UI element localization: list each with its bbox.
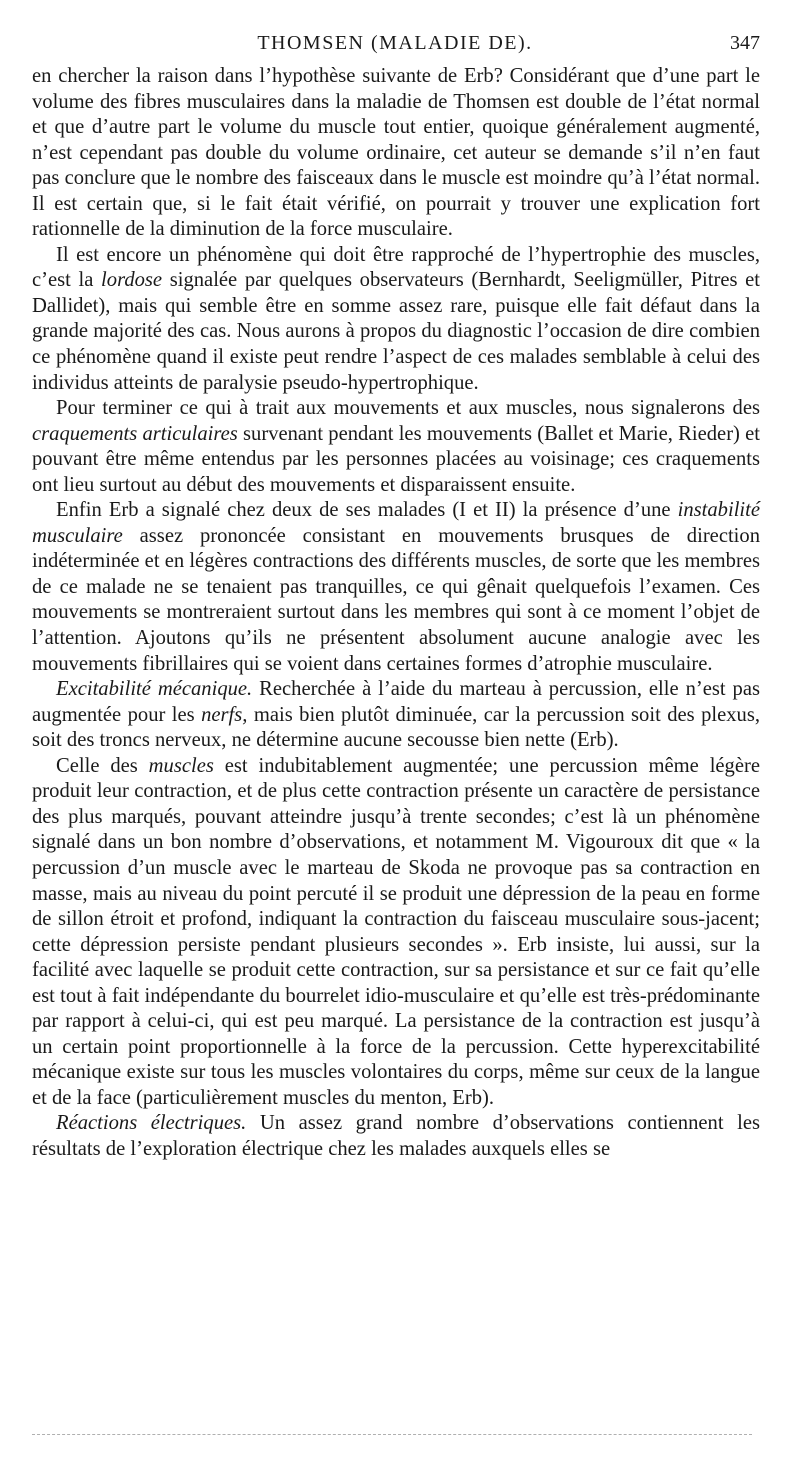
text-run: Il est encore un phénomène qui doit être rapproché de l’hypertrophie des muscles, c’est la bbox=[32, 243, 760, 292]
page-header bbox=[30, 30, 760, 58]
paragraph bbox=[32, 396, 760, 498]
paragraph bbox=[32, 754, 760, 1112]
text-run: survenant pendant les mouvements (Ballet et Marie, Rieder) et pouvant être même entendus par les personnes placées au voisinage; ces craquements ont lieu surtout au début des mouvements et disparaissent ensuite. bbox=[32, 422, 760, 496]
italic-run: lordose bbox=[101, 269, 163, 292]
italic-run: nerfs, bbox=[201, 703, 248, 726]
text-run: Enfin Erb a signalé chez deux de ses malades (I et II) la présence d’une bbox=[56, 499, 678, 522]
text-run: Un assez grand nombre d’observations contiennent les résultats de l’exploration électrique chez les malades auxquels elles se bbox=[32, 1112, 760, 1160]
text-run: est indubitablement augmentée; une percussion même légère produit leur contraction, et de plus cette contraction présente un caractère de persistance des plus marqués, pouvant atteindre jusqu’à trente secondes; c’est là un phénomène signalé dans un bon nombre d’observations, et notamment M. Vigouroux dit que « la percussion d’un muscle avec le marteau de Skoda ne provoque pas sa contraction en masse, mais au niveau du point percuté il se produit une dépression de la peau en forme de sillon étroit et profond, indiquant la contraction du faisceau musculaire sous-jacent; cette dépression persiste pendant plusieurs secondes ». Erb insiste, lui aussi, sur la facilité avec laquelle se produit cette contraction, sur sa persistance et sur ce fait qu’elle est tout à fait indépendante du bourrelet idio-musculaire et qu’elle est très-prédominante par rapport à celui-ci, qui est peu marqué. La persistance de la contraction est jusqu’à un certain point proportionnelle à la force de la percussion. Cette hyperexcitabilité mécanique existe sur tous les muscles volontaires du corps, même sur ceux de la langue et de la face (particulièrement muscles du menton, Erb). bbox=[32, 754, 760, 1109]
italic-run: Réactions électriques. bbox=[56, 1112, 247, 1135]
text-run: Pour terminer ce qui à trait aux mouvements et aux muscles, nous signalerons des bbox=[56, 397, 760, 420]
text-run: Celle des bbox=[56, 754, 149, 777]
paragraph bbox=[32, 243, 760, 396]
text-run: en chercher la raison dans l’hypothèse suivante de Erb? Considérant que d’une part le volume des fibres musculaires dans la maladie de Thomsen est double de l’état normal et que d’autre part le volume du muscle tout entier, quoique généralement augmenté, n’est cependant pas double du volume ordinaire, cet auteur se demande s’il n’en faut pas conclure que le nombre des faisceaux dans le muscle est moindre qu’à l’état normal. Il est certain que, si le fait était vérifié, on pourrait y trouver une explication fort rationnelle de la diminution de la force musculaire. bbox=[32, 65, 760, 241]
paragraph bbox=[32, 677, 760, 754]
italic-run: craquements articulaires bbox=[32, 422, 238, 445]
running-title: THOMSEN (MALADIE DE). bbox=[257, 32, 533, 54]
text-run: Recherchée à l’aide du marteau à percussion, elle n’est pas augmentée pour les bbox=[32, 678, 760, 726]
text-run: assez prononcée consistant en mouvements brusques de direction indéterminée et en légères contractions des différents muscles, de sorte que les membres de ce malade ne se tenaient pas tranquilles, ce qui gênait quelquefois l’examen. Ces mouvements se montreraient surtout dans les membres qui sont à ce moment l’objet de l’attention. Ajoutons qu’ils ne présentent absolument aucune analogie avec les mouvements fibrillaires qui se voient dans certaines formes d’atrophie musculaire. bbox=[32, 524, 760, 675]
text-run: signalée par quelques observateurs (Bernhardt, Seeligmüller, Pitres et Dallidet), mais qui semble être en somme assez rare, puisque elle fait défaut dans la grande majorité des cas. Nous aurons à propos du diagnostic l’occasion de dire combien ce phénomène quand il existe peut rendre l’aspect de ces malades semblable à celui des individus atteints de paralysie pseudo-hypertrophique. bbox=[32, 269, 760, 394]
italic-run: muscles bbox=[148, 754, 214, 777]
page-number: 347 bbox=[730, 32, 760, 54]
paragraph bbox=[32, 498, 760, 677]
italic-run: Excitabilité mécanique. bbox=[56, 678, 253, 701]
paragraph bbox=[32, 64, 760, 243]
footer-dotted-rule bbox=[32, 1434, 752, 1435]
italic-run: instabilité musculaire bbox=[32, 499, 760, 547]
paragraph bbox=[32, 1111, 760, 1162]
body-text bbox=[32, 64, 760, 1163]
text-run: mais bien plutôt diminuée, car la percussion soit des plexus, soit des troncs nerveux, ne détermine aucune secousse bien nette (Erb). bbox=[32, 703, 760, 752]
